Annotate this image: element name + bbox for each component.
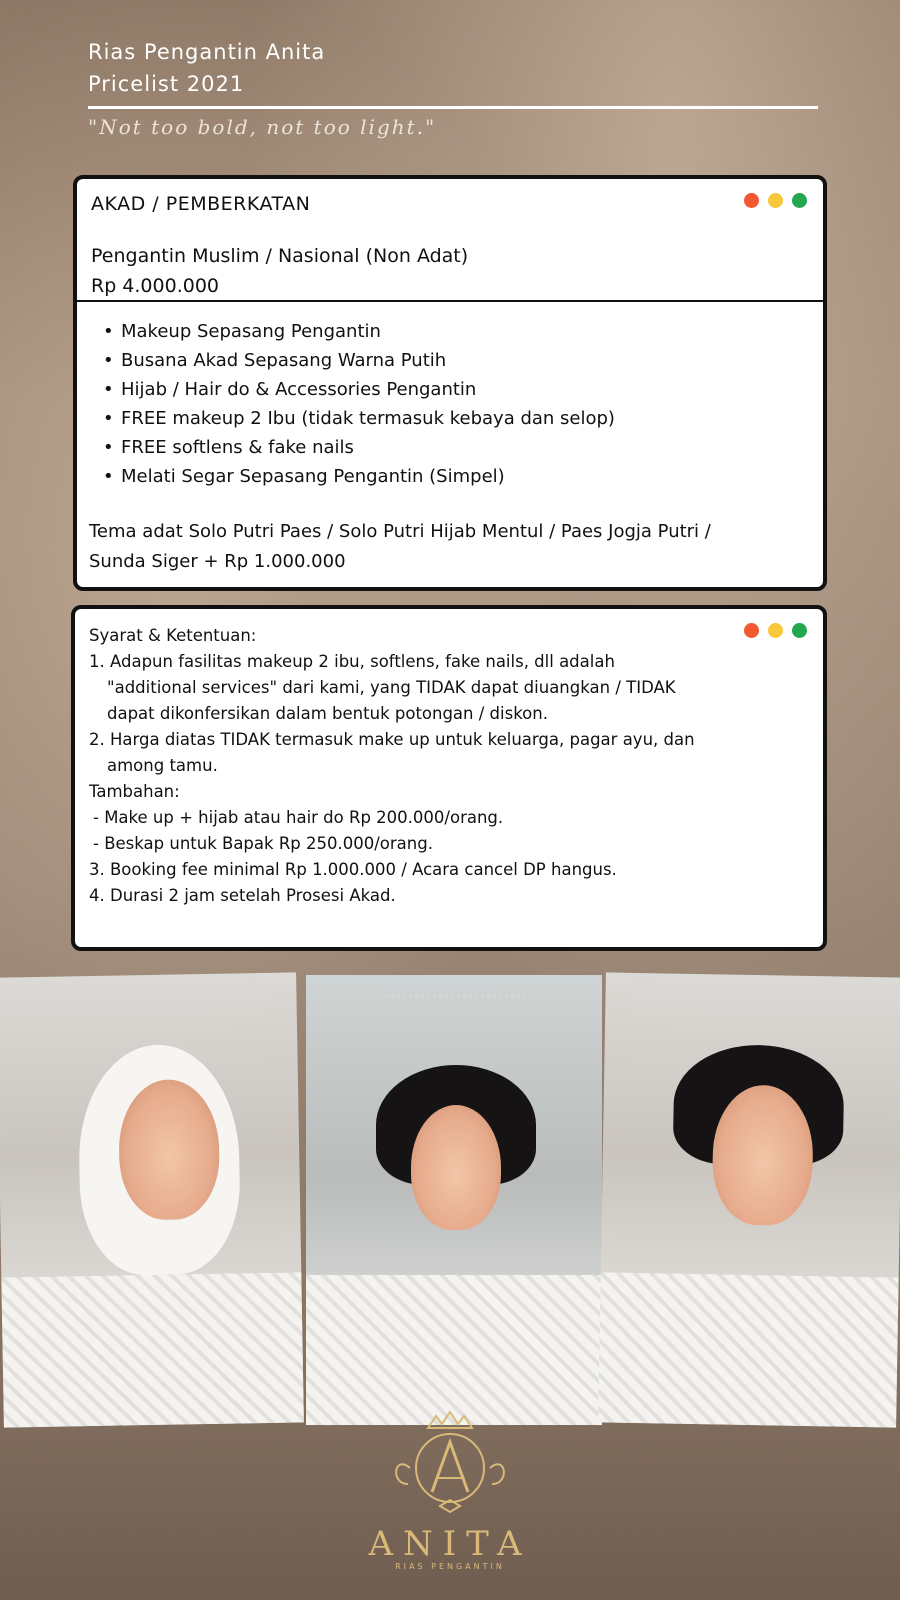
- bride-photo-siger: [598, 972, 900, 1427]
- terms-card: [71, 605, 827, 951]
- theme-addon: [89, 517, 809, 577]
- term-2-line-1: 2. Harga diatas TIDAK termasuk make up untuk keluarga, pagar ayu, dan: [89, 730, 695, 749]
- extra-heading: Tambahan:: [89, 782, 180, 801]
- package-card: [73, 175, 827, 591]
- window-dots: [744, 193, 807, 208]
- term-1-line-1: 1. Adapun fasilitas makeup 2 ibu, softlens, fake nails, dll adalah: [89, 652, 615, 671]
- list-item: • FREE makeup 2 Ibu (tidak termasuk kebaya dan selop): [121, 404, 615, 433]
- package-items: [91, 317, 615, 491]
- crest-icon: [380, 1410, 520, 1520]
- anita-logo: [340, 1410, 560, 1580]
- term-3: 3. Booking fee minimal Rp 1.000.000 / Acara cancel DP hangus.: [89, 860, 617, 879]
- yellow-dot-icon: [768, 193, 783, 208]
- pricelist-year: Pricelist 2021: [88, 72, 245, 96]
- card-divider: [77, 300, 823, 302]
- bride-photo-hijab: [0, 972, 304, 1427]
- terms-content: [89, 623, 789, 909]
- package-subtitle: [91, 241, 468, 301]
- terms-heading: Syarat & Ketentuan:: [89, 626, 257, 645]
- header-divider: [88, 106, 818, 109]
- package-title: AKAD / PEMBERKATAN: [91, 193, 311, 215]
- dress: [306, 1275, 602, 1425]
- term-2-line-2: among tamu.: [107, 756, 218, 775]
- dress: [1, 1272, 304, 1427]
- dress: [598, 1272, 899, 1427]
- bride-photo-collage: [0, 975, 900, 1435]
- red-dot-icon: [744, 193, 759, 208]
- page-header: [88, 36, 818, 139]
- face: [712, 1084, 814, 1226]
- term-1-line-2: "additional services" dari kami, yang TIDAK dapat diuangkan / TIDAK: [107, 678, 676, 697]
- list-item: • Busana Akad Sepasang Warna Putih: [121, 346, 615, 375]
- crown-ornament: [386, 995, 526, 1038]
- business-name: Rias Pengantin Anita: [88, 40, 326, 64]
- crown-ornament: [635, 983, 866, 1030]
- package-name: Pengantin Muslim / Nasional (Non Adat): [91, 245, 469, 267]
- crown-ornament: [56, 983, 257, 1029]
- package-price: Rp 4.000.000: [91, 275, 219, 297]
- list-item: • FREE softlens & fake nails: [121, 433, 615, 462]
- logo-subtitle: RIAS PENGANTIN: [395, 1562, 505, 1571]
- tagline: "Not too bold, not too light.": [88, 115, 437, 139]
- bride-photo-paes: [306, 975, 602, 1425]
- theme-line-1: Tema adat Solo Putri Paes / Solo Putri Hijab Mentul / Paes Jogja Putri /: [89, 521, 711, 542]
- list-item: • Hijab / Hair do & Accessories Pengantin: [121, 375, 615, 404]
- term-4: 4. Durasi 2 jam setelah Prosesi Akad.: [89, 886, 396, 905]
- list-item: • Melati Segar Sepasang Pengantin (Simpel): [121, 462, 615, 491]
- green-dot-icon: [792, 623, 807, 638]
- extra-item-2: - Beskap untuk Bapak Rp 250.000/orang.: [93, 834, 433, 853]
- logo-brand: ANITA: [368, 1524, 532, 1564]
- face: [411, 1105, 501, 1230]
- theme-line-2: Sunda Siger + Rp 1.000.000: [89, 551, 346, 572]
- extra-item-1: - Make up + hijab atau hair do Rp 200.000/orang.: [93, 808, 504, 827]
- list-item: • Makeup Sepasang Pengantin: [121, 317, 615, 346]
- green-dot-icon: [792, 193, 807, 208]
- term-1-line-3: dapat dikonfersikan dalam bentuk potongan / diskon.: [107, 704, 548, 723]
